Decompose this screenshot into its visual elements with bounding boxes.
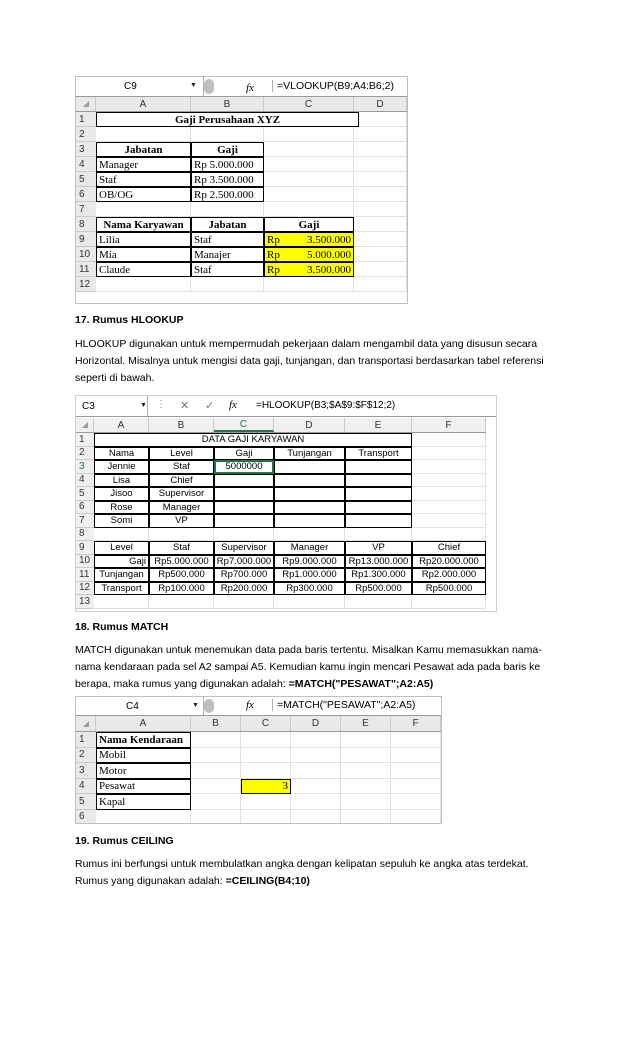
cell[interactable] (94, 528, 149, 542)
row-header[interactable]: 12 (76, 582, 94, 596)
cell[interactable]: Lilia (96, 232, 191, 247)
row-header[interactable]: 2 (76, 447, 94, 461)
row-header[interactable]: 4 (76, 474, 94, 488)
column-header-f[interactable]: F (391, 716, 441, 731)
cell[interactable] (354, 247, 407, 262)
cell[interactable]: OB/OG (96, 187, 191, 202)
header-cell[interactable]: Jabatan (191, 217, 264, 232)
title-cell[interactable]: Gaji Perusahaan XYZ (96, 112, 359, 127)
cell[interactable] (264, 142, 354, 157)
cell[interactable]: Rp13.000.000 (345, 555, 412, 569)
cell[interactable] (94, 595, 149, 609)
cell[interactable] (354, 127, 407, 142)
cell[interactable] (291, 763, 341, 779)
cell[interactable] (412, 514, 486, 528)
result-cell[interactable]: Rp 5.000.000 (264, 247, 354, 262)
cell[interactable]: Rp5.000.000 (149, 555, 214, 569)
formula-text[interactable]: =HLOOKUP(B3;$A$9:$F$12;2) (256, 400, 396, 411)
section-text-18-formula: =MATCH("PESAWAT";A2:A5) (288, 678, 434, 690)
formula-bar-separator (204, 79, 214, 94)
header-cell[interactable]: Jabatan (96, 142, 191, 157)
section-text-18 (75, 642, 549, 693)
column-headers (76, 418, 486, 433)
cell[interactable] (341, 763, 391, 779)
cell[interactable] (96, 277, 191, 292)
row-header[interactable]: 11 (76, 568, 94, 582)
cell[interactable]: Level (94, 541, 149, 555)
spreadsheet-hlookup (75, 395, 497, 612)
cell[interactable]: Supervisor (214, 541, 274, 555)
spreadsheet-vlookup (75, 76, 408, 304)
cell[interactable]: Somi (94, 514, 149, 528)
cell-grid (96, 112, 407, 292)
cell[interactable]: Rp20.000.000 (412, 555, 486, 569)
section-text-18-body: MATCH digunakan untuk menemukan data pada baris tertentu. Misalkan Kamu memasukkan nama-nama kendaraan pada sel A2 sampai A5. Kemudian kamu ingin mencari Pesawat ada pada baris ke berapa, maka rumus yang digunakan adalah: (75, 644, 542, 690)
column-header-d[interactable]: D (274, 418, 345, 432)
cell[interactable] (412, 501, 486, 515)
cell[interactable] (391, 748, 441, 764)
cell[interactable]: Staf (96, 172, 191, 187)
column-header-b[interactable]: B (149, 418, 214, 432)
cell[interactable]: Staf (191, 262, 264, 277)
cell[interactable] (412, 528, 486, 542)
formula-text[interactable]: =MATCH("PESAWAT";A2:A5) (272, 699, 415, 711)
row-header[interactable]: 7 (76, 514, 94, 528)
header-cell[interactable]: Nama (94, 447, 149, 461)
cell[interactable]: Rp 5.000.000 (191, 157, 264, 172)
cell[interactable] (264, 127, 354, 142)
cell[interactable] (291, 794, 341, 810)
section-heading-19: 19. Rumus CEILING (75, 835, 174, 847)
cell[interactable] (96, 202, 191, 217)
cell[interactable]: Rp 2.500.000 (191, 187, 264, 202)
cell[interactable] (391, 794, 441, 810)
cell[interactable] (354, 187, 407, 202)
result-cell[interactable]: 3 (241, 779, 291, 795)
cell[interactable]: Manager (96, 157, 191, 172)
cell[interactable] (391, 810, 441, 825)
column-header-e[interactable]: E (345, 418, 412, 432)
row-header[interactable]: 1 (76, 732, 96, 748)
cell[interactable] (354, 232, 407, 247)
cell[interactable]: Rp1.300.000 (345, 568, 412, 582)
row-header[interactable]: 4 (76, 779, 96, 795)
cell[interactable] (345, 487, 412, 501)
cell[interactable]: Mia (96, 247, 191, 262)
cell[interactable] (241, 794, 291, 810)
cell-grid (96, 732, 441, 824)
cell[interactable] (354, 217, 407, 232)
cell[interactable] (291, 732, 341, 748)
cell[interactable] (412, 433, 486, 447)
row-header[interactable]: 6 (76, 810, 96, 825)
row-header[interactable]: 9 (76, 541, 94, 555)
cell[interactable]: Rp7.000.000 (214, 555, 274, 569)
cell[interactable] (354, 277, 407, 292)
cell[interactable] (391, 763, 441, 779)
cell[interactable] (345, 460, 412, 474)
row-header[interactable]: 1 (76, 112, 96, 127)
cell[interactable]: Staf (149, 460, 214, 474)
cell[interactable] (354, 262, 407, 277)
cell[interactable] (412, 474, 486, 488)
cell[interactable]: Rp2.000.000 (412, 568, 486, 582)
row-header[interactable]: 10 (76, 555, 94, 569)
column-headers (76, 97, 407, 112)
header-cell[interactable]: Gaji (191, 142, 264, 157)
cell[interactable]: Staf (191, 232, 264, 247)
fx-icon[interactable]: fx (246, 82, 254, 94)
cell[interactable] (191, 763, 241, 779)
cell[interactable]: Rp 3.500.000 (191, 172, 264, 187)
header-cell[interactable]: Tunjangan (274, 447, 345, 461)
section-text-19 (75, 856, 549, 890)
cell[interactable] (191, 779, 241, 795)
row-header[interactable]: 6 (76, 187, 96, 202)
cell[interactable] (291, 779, 341, 795)
cell[interactable] (241, 763, 291, 779)
row-header[interactable]: 10 (76, 247, 96, 262)
header-cell[interactable]: Gaji (264, 217, 354, 232)
cell[interactable]: Transport (94, 582, 149, 596)
cell[interactable] (241, 732, 291, 748)
section-heading-18: 18. Rumus MATCH (75, 621, 169, 633)
cell[interactable] (274, 501, 345, 515)
column-header-a[interactable]: A (94, 418, 149, 432)
cell[interactable] (274, 528, 345, 542)
cell[interactable] (341, 810, 391, 825)
cell[interactable]: VP (149, 514, 214, 528)
column-header-f[interactable]: F (412, 418, 486, 432)
cell[interactable]: Jisoo (94, 487, 149, 501)
chevron-down-icon[interactable]: ▼ (190, 82, 197, 89)
header-cell[interactable]: Level (149, 447, 214, 461)
cell[interactable]: Rp500.000 (412, 582, 486, 596)
cell[interactable] (412, 487, 486, 501)
cell[interactable] (412, 460, 486, 474)
column-headers (76, 716, 441, 732)
result-cell[interactable]: Rp 3.500.000 (264, 262, 354, 277)
cell[interactable] (264, 157, 354, 172)
row-header[interactable]: 2 (76, 127, 96, 142)
cell[interactable] (191, 794, 241, 810)
cell[interactable] (264, 172, 354, 187)
column-header-a[interactable]: A (96, 97, 191, 111)
cell[interactable] (214, 487, 274, 501)
chevron-down-icon[interactable]: ▼ (140, 402, 147, 409)
header-cell[interactable]: Nama Kendaraan (96, 732, 191, 748)
header-cell[interactable]: Nama Karyawan (96, 217, 191, 232)
column-header-b[interactable]: B (191, 716, 241, 731)
cell-grid (94, 433, 486, 609)
cell[interactable] (149, 595, 214, 609)
cell[interactable]: Rp200.000 (214, 582, 274, 596)
column-header-d[interactable]: D (291, 716, 341, 731)
section-text-17: HLOOKUP digunakan untuk mempermudah pekerjaan dalam mengambil data yang disusun secara Horizontal. Misalnya untuk mengisi data gaji, tunjangan, dan transportasi berdasarkan tabel referensi seperti di bawah. (75, 338, 544, 384)
cell[interactable]: Rp9.000.000 (274, 555, 345, 569)
cell[interactable]: VP (345, 541, 412, 555)
header-cell[interactable]: Transport (345, 447, 412, 461)
select-all-corner[interactable] (76, 97, 96, 111)
column-header-e[interactable]: E (341, 716, 391, 731)
column-header-c[interactable]: C (214, 418, 274, 432)
row-headers (76, 732, 96, 824)
fx-icon[interactable]: fx (246, 699, 254, 711)
cell[interactable] (264, 202, 354, 217)
cancel-icon[interactable]: ✕ (180, 400, 190, 412)
cell[interactable] (149, 528, 214, 542)
row-header[interactable]: 5 (76, 172, 96, 187)
cell[interactable] (274, 514, 345, 528)
cell[interactable] (391, 779, 441, 795)
more-icon[interactable]: ⋮ (156, 399, 166, 410)
cell[interactable]: Supervisor (149, 487, 214, 501)
row-header[interactable]: 1 (76, 433, 94, 447)
cell[interactable]: Motor (96, 763, 191, 779)
header-cell[interactable]: Gaji (214, 447, 274, 461)
formula-text[interactable]: =VLOOKUP(B9;A4:B6;2) (272, 80, 394, 92)
cell[interactable]: Manager (149, 501, 214, 515)
cell[interactable] (191, 277, 264, 292)
cell[interactable] (345, 528, 412, 542)
cell[interactable] (214, 474, 274, 488)
column-header-d[interactable]: D (354, 97, 407, 111)
cell[interactable]: Kapal (96, 794, 191, 810)
section-heading-17: 17. Rumus HLOOKUP (75, 314, 184, 326)
row-header[interactable]: 9 (76, 232, 96, 247)
cell[interactable] (354, 142, 407, 157)
chevron-down-icon[interactable]: ▼ (192, 702, 199, 709)
formula-bar-separator (204, 699, 214, 713)
cell[interactable] (191, 202, 264, 217)
row-header[interactable]: 8 (76, 528, 94, 542)
row-header[interactable]: 7 (76, 202, 96, 217)
cell[interactable]: Rp1.000.000 (274, 568, 345, 582)
name-box[interactable]: C4 (76, 697, 204, 715)
cell[interactable] (214, 595, 274, 609)
cell[interactable]: Manager (274, 541, 345, 555)
cell[interactable]: Lisa (94, 474, 149, 488)
cell[interactable] (354, 172, 407, 187)
row-headers (76, 433, 94, 609)
spreadsheet-match (75, 696, 442, 824)
cell[interactable] (391, 732, 441, 748)
cell[interactable] (412, 447, 486, 461)
row-header[interactable]: 12 (76, 277, 96, 292)
cell[interactable] (264, 277, 354, 292)
cell[interactable] (274, 460, 345, 474)
cell[interactable]: Rp500.000 (345, 582, 412, 596)
title-cell[interactable]: DATA GAJI KARYAWAN (94, 433, 412, 447)
cell[interactable]: Claude (96, 262, 191, 277)
row-header[interactable]: 3 (76, 460, 94, 474)
cell[interactable] (264, 187, 354, 202)
cell[interactable] (345, 595, 412, 609)
enter-icon[interactable]: ✓ (205, 400, 215, 412)
selected-cell[interactable]: 5000000 (214, 460, 274, 474)
row-header[interactable]: 13 (76, 595, 94, 609)
column-header-c[interactable]: C (241, 716, 291, 731)
result-cell[interactable]: Rp 3.500.000 (264, 232, 354, 247)
cell[interactable]: Rp700.000 (214, 568, 274, 582)
row-header[interactable]: 6 (76, 501, 94, 515)
cell[interactable] (241, 810, 291, 825)
cell[interactable] (96, 127, 191, 142)
fx-icon[interactable]: fx (229, 399, 237, 411)
cell[interactable] (191, 127, 264, 142)
cell[interactable] (291, 748, 341, 764)
cell[interactable]: Chief (149, 474, 214, 488)
cell[interactable] (341, 779, 391, 795)
cell[interactable] (274, 474, 345, 488)
cell[interactable] (341, 794, 391, 810)
cell[interactable]: Staf (149, 541, 214, 555)
cell[interactable]: Chief (412, 541, 486, 555)
column-header-c[interactable]: C (264, 97, 354, 111)
row-header[interactable]: 3 (76, 763, 96, 779)
row-header[interactable]: 2 (76, 748, 96, 764)
column-header-a[interactable]: A (96, 716, 191, 731)
cell[interactable] (191, 748, 241, 764)
cell[interactable] (291, 810, 341, 825)
cell[interactable] (345, 501, 412, 515)
cell[interactable] (412, 595, 486, 609)
select-all-corner[interactable] (76, 418, 94, 432)
cell[interactable] (241, 748, 291, 764)
cell[interactable] (214, 514, 274, 528)
row-header[interactable]: 5 (76, 794, 96, 810)
cell[interactable]: Pesawat (96, 779, 191, 795)
cell[interactable] (96, 810, 191, 825)
section-text-19-formula: =CEILING(B4;10) (225, 875, 310, 887)
cell[interactable] (354, 157, 407, 172)
row-header[interactable]: 11 (76, 262, 96, 277)
name-box[interactable]: C9 (76, 77, 204, 96)
cell[interactable] (274, 487, 345, 501)
row-header[interactable]: 4 (76, 157, 96, 172)
cell[interactable]: Manajer (191, 247, 264, 262)
cell[interactable]: Jennie (94, 460, 149, 474)
row-header[interactable]: 8 (76, 217, 96, 232)
row-headers (76, 112, 96, 292)
cell[interactable]: Rp300.000 (274, 582, 345, 596)
cell[interactable]: Gaji (94, 555, 149, 569)
row-header[interactable]: 5 (76, 487, 94, 501)
cell[interactable]: Rp100.000 (149, 582, 214, 596)
cell[interactable]: Rose (94, 501, 149, 515)
cell[interactable] (345, 474, 412, 488)
cell[interactable] (274, 595, 345, 609)
cell[interactable]: Rp500.000 (149, 568, 214, 582)
name-box[interactable]: C3 (76, 396, 148, 416)
select-all-corner[interactable] (76, 716, 96, 731)
section-text-19-body: Rumus ini berfungsi untuk membulatkan angka dengan kelipatan sepuluh ke angka atas terdekat. Rumus yang digunakan adalah: (75, 858, 529, 887)
cell[interactable] (191, 732, 241, 748)
cell[interactable]: Tunjangan (94, 568, 149, 582)
cell[interactable] (214, 501, 274, 515)
cell[interactable] (341, 748, 391, 764)
cell[interactable] (345, 514, 412, 528)
cell[interactable]: Mobil (96, 748, 191, 764)
cell[interactable] (354, 202, 407, 217)
cell[interactable] (359, 112, 407, 127)
cell[interactable] (214, 528, 274, 542)
column-header-b[interactable]: B (191, 97, 264, 111)
row-header[interactable]: 3 (76, 142, 96, 157)
cell[interactable] (341, 732, 391, 748)
cell[interactable] (191, 810, 241, 825)
